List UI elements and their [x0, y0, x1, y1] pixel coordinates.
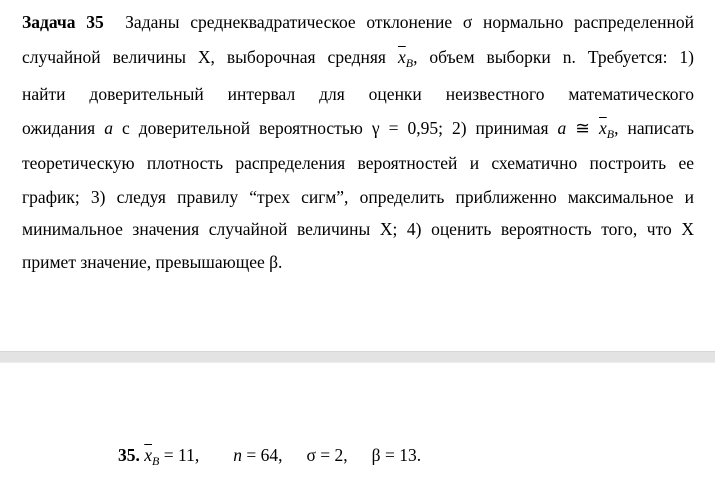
problem-text-5: теоретическую плотность распределения вероятностей и схематично построить ее: [22, 153, 694, 173]
problem-title: Задача 35: [22, 12, 104, 32]
problem-line-8: [22, 252, 282, 272]
approx-symbol: ≅: [575, 118, 590, 138]
problem-text-8-end: .: [278, 252, 283, 272]
problem-text-2a: случайной величины X, выборочная средняя: [22, 47, 386, 67]
variant-n-value: = 64,: [246, 445, 283, 465]
beta-symbol: β: [269, 252, 279, 272]
a-symbol-2: a: [557, 118, 567, 138]
problem-text-7: минимальное значения случайной величины X; 4) оценить вероятность того, что X: [22, 219, 694, 239]
problem-line-3: [22, 84, 694, 104]
variant-xbar: $\overline{x}_B$: [144, 445, 160, 468]
problem-text-3: найти доверительный интервал для оценки неизвестного математического: [22, 84, 694, 104]
problem-line-7: [22, 219, 694, 239]
variant-beta-label: β: [371, 445, 381, 465]
variant-sigma-label: σ: [306, 445, 316, 465]
problem-text-1: Заданы среднеквадратическое отклонение σ нормально распределенной: [125, 12, 695, 32]
variant-xbar-value: = 11,: [163, 445, 200, 465]
problem-text-2b: , объем выборки n. Требуется: 1): [413, 47, 694, 67]
a-symbol: a: [104, 118, 113, 138]
problem-line-1: [22, 12, 694, 32]
variant-sigma-value: = 2,: [320, 445, 348, 465]
sample-mean-symbol-2: $\overline{x}_B$: [598, 118, 615, 141]
variant-beta-value: = 13.: [384, 445, 422, 465]
sample-mean-symbol: $\overline{x}_B$: [397, 47, 414, 70]
variant-data-line: [118, 444, 421, 472]
problem-line-6: [22, 187, 694, 207]
problem-text-4b: с доверительной вероятностью: [121, 118, 363, 138]
problem-text-4c: ; 2) принимая: [438, 118, 549, 138]
problem-text-8: примет значение, превышающее: [22, 252, 265, 272]
problem-text-4d: , написать: [614, 118, 695, 138]
problem-line-2: [22, 47, 694, 73]
variant-n-label: n: [233, 445, 242, 465]
problem-statement: [22, 0, 694, 290]
problem-line-5: [22, 153, 694, 173]
section-divider: [0, 351, 715, 363]
variant-number: 35.: [118, 445, 140, 465]
problem-text-6: график; 3) следуя правилу “трех сигм”, определить приближенно максимальное и: [22, 187, 694, 207]
gamma-equation: γ = 0,95: [371, 118, 439, 138]
problem-text-4a: ожидания: [22, 118, 96, 138]
problem-line-4: [22, 118, 694, 144]
